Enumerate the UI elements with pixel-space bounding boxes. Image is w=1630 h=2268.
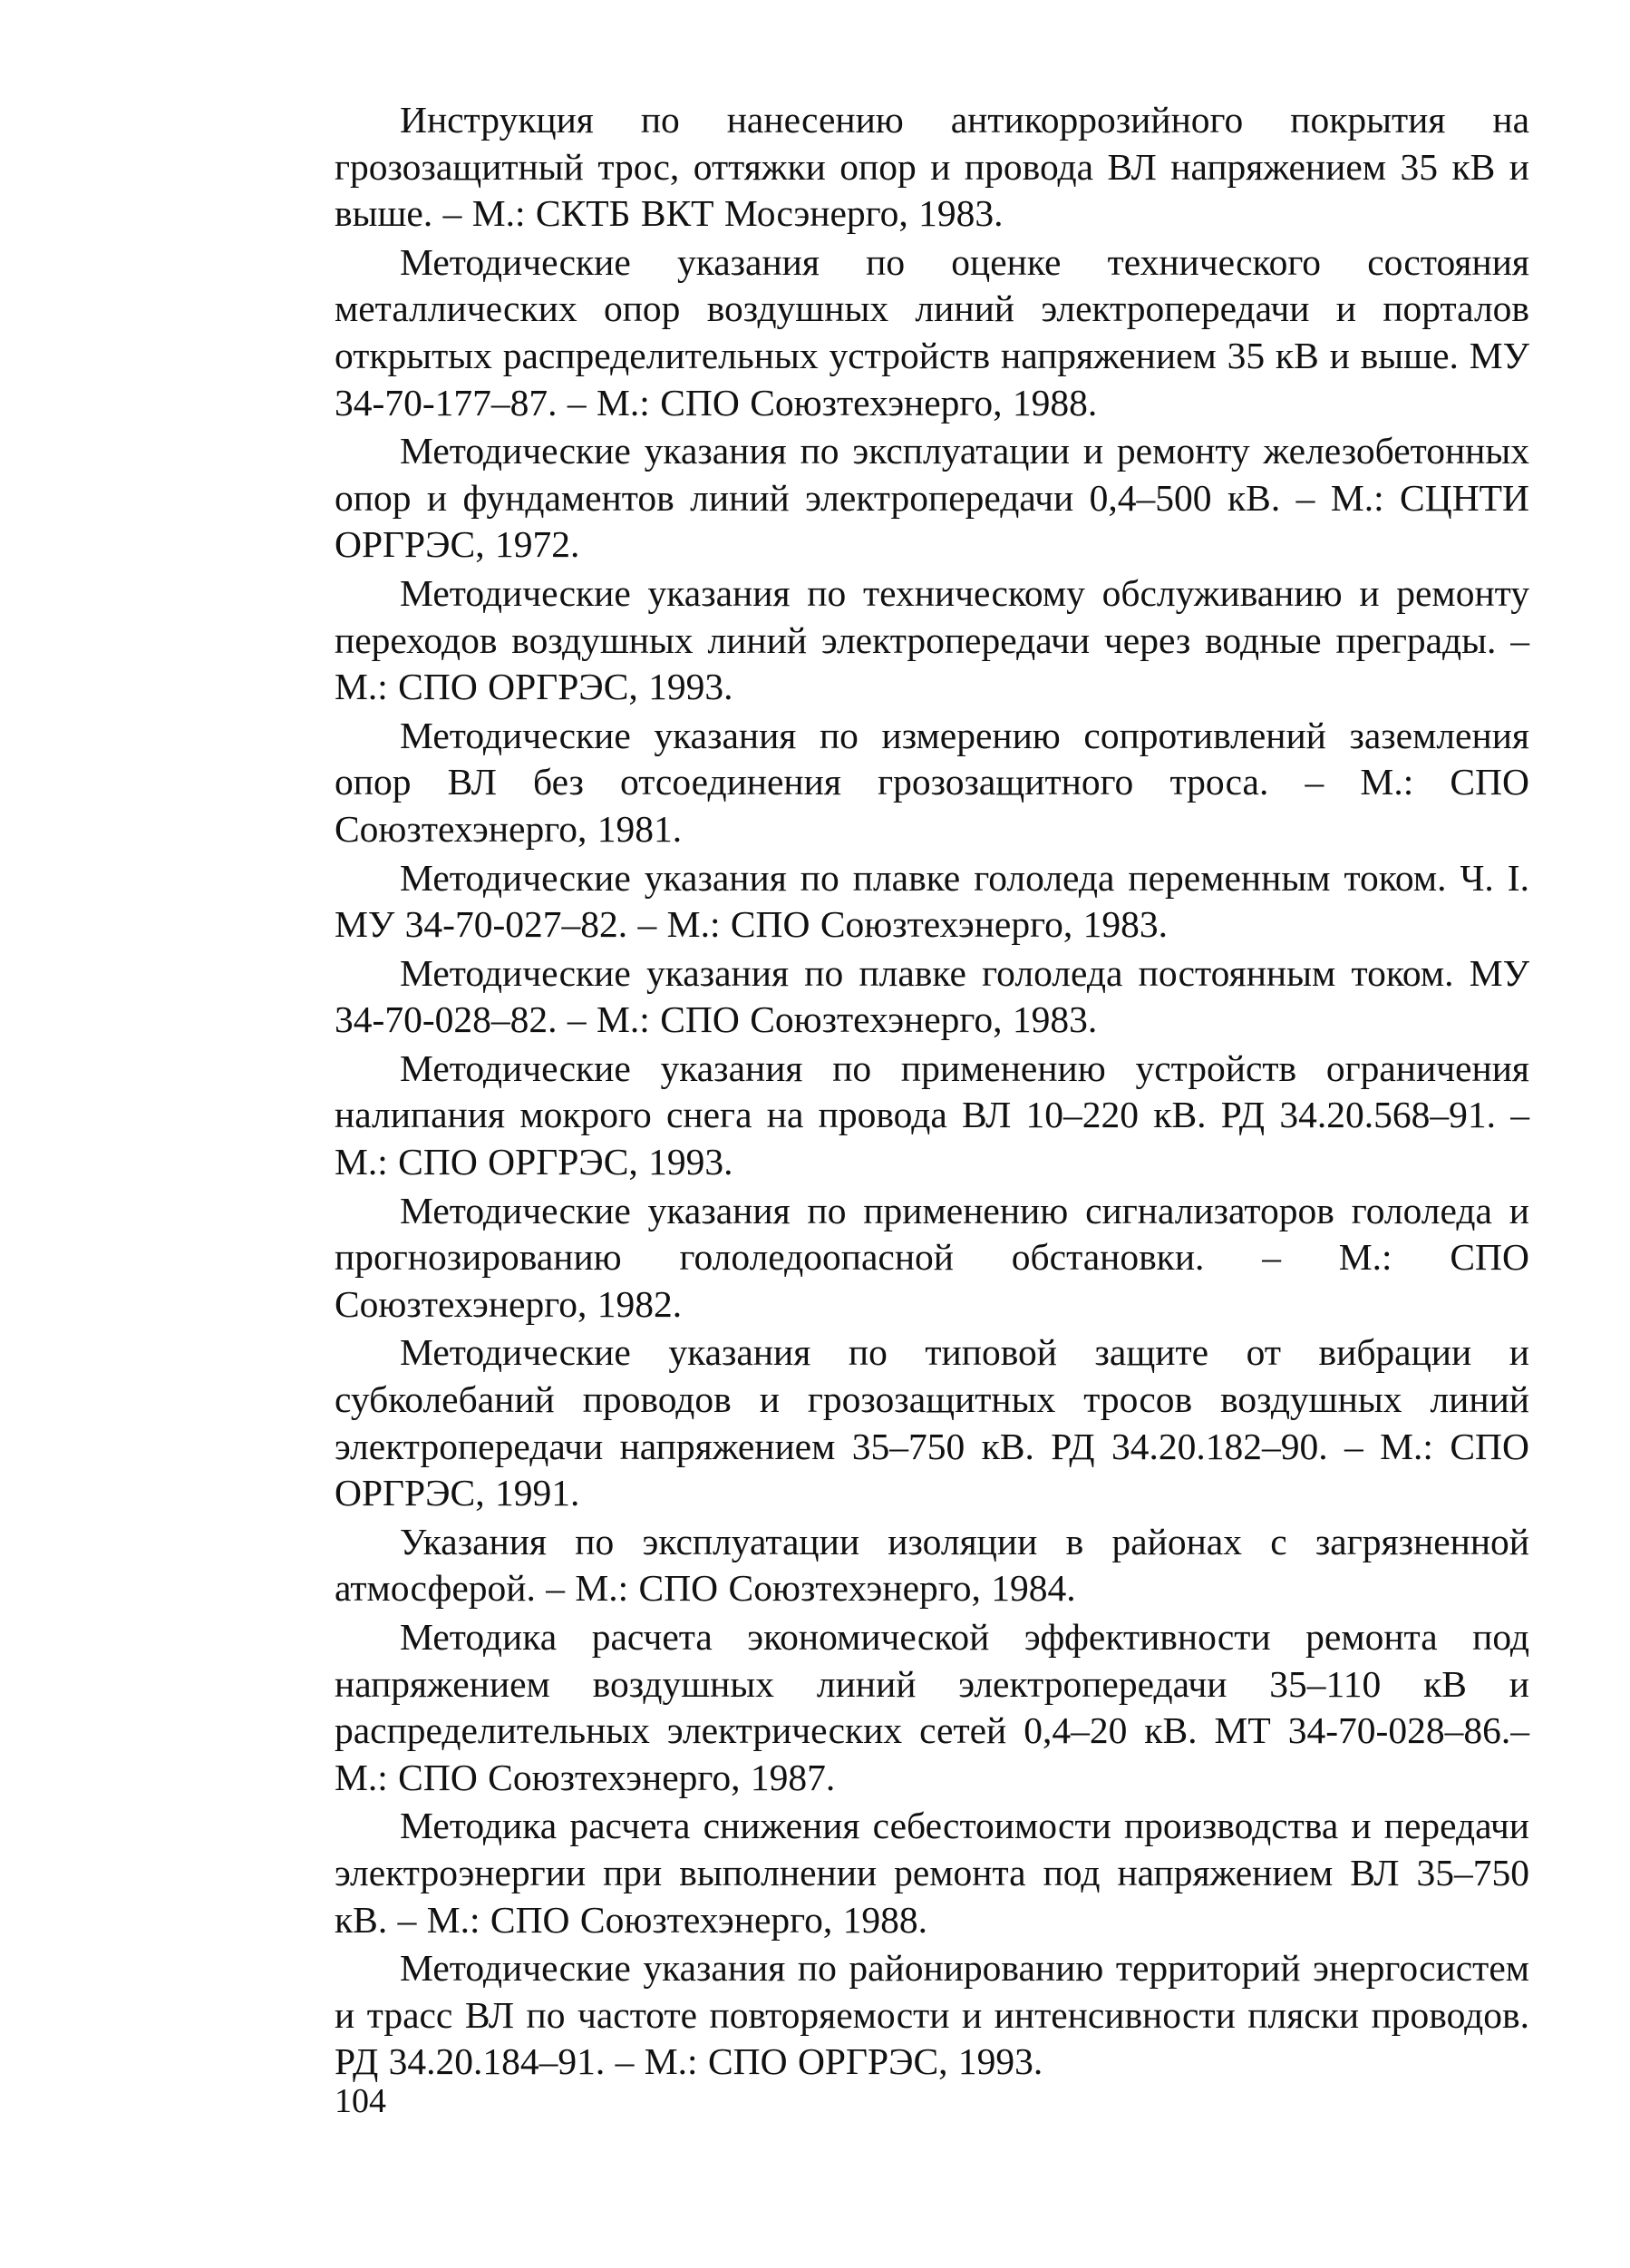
bibliography-entry: Методические указания по оценке технического состояния металлических опор воздушных линий электропередачи и порталов открытых распределительных устройств напряжением 35 кВ и выше. МУ 34-70-177–87. – М.: СПО Союзтехэнерго, 1988. <box>335 240 1529 423</box>
bibliography-entry: Методические указания по применению сигнализаторов гололеда и прогнозированию гололедоопасной обстановки. – М.: СПО Союзтехэнерго, 1982. <box>335 1189 1529 1325</box>
bibliography-entry: Методические указания по районированию территорий энергосистем и трасс ВЛ по частоте повторяемости и интенсивности пляски проводов. РД 34.20.184–91. – М.: СПО ОРГРЭС, 1993. <box>335 1947 1529 2083</box>
bibliography-list <box>335 97 1529 2088</box>
bibliography-entry: Методические указания по применению устройств ограничения налипания мокрого снега на провода ВЛ 10–220 кВ. РД 34.20.568–91. – М.: СПО ОРГРЭС, 1993. <box>335 1046 1529 1183</box>
bibliography-entry: Методика расчета экономической эффективности ремонта под напряжением воздушных линий электропередачи 35–110 кВ и распределительных электрических сетей 0,4–20 кВ. МТ 34-70-028–86.– М.: СПО Союзтехэнерго, 1987. <box>335 1616 1529 1798</box>
bibliography-entry: Инструкция по нанесению антикоррозийного покрытия на грозозащитный трос, оттяжки опор и провода ВЛ напряжением 35 кВ и выше. – М.: СКТБ ВКТ Мосэнерго, 1983. <box>335 99 1529 235</box>
bibliography-entry: Методические указания по типовой защите от вибрации и субколебаний проводов и грозозащитных тросов воздушных линий электропередачи напряжением 35–750 кВ. РД 34.20.182–90. – М.: СПО ОРГРЭС, 1991. <box>335 1331 1529 1514</box>
bibliography-entry: Методические указания по плавке гололеда переменным током. Ч. I. МУ 34-70-027–82. – М.: СПО Союзтехэнерго, 1983. <box>335 856 1529 946</box>
bibliography-entry: Методика расчета снижения себестоимости производства и передачи электроэнергии при выполнении ремонта под напряжением ВЛ 35–750 кВ. – М.: СПО Союзтехэнерго, 1988. <box>335 1805 1529 1941</box>
bibliography-entry: Методические указания по измерению сопротивлений заземления опор ВЛ без отсоединения грозозащитного троса. – М.: СПО Союзтехэнерго, 1981. <box>335 714 1529 850</box>
bibliography-entry: Методические указания по техническому обслуживанию и ремонту переходов воздушных линий электропередачи через водные преграды. – М.: СПО ОРГРЭС, 1993. <box>335 571 1529 708</box>
bibliography-entry: Методические указания по плавке гололеда постоянным током. МУ 34-70-028–82. – М.: СПО Союзтехэнерго, 1983. <box>335 951 1529 1041</box>
bibliography-entry: Методические указания по эксплуатации и ремонту железобетонных опор и фундаментов линий электропередачи 0,4–500 кВ. – М.: СЦНТИ ОРГРЭС, 1972. <box>335 430 1529 566</box>
page-number: 104 <box>335 2082 386 2120</box>
bibliography-entry: Указания по эксплуатации изоляции в районах с загрязненной атмосферой. – М.: СПО Союзтехэнерго, 1984. <box>335 1520 1529 1610</box>
